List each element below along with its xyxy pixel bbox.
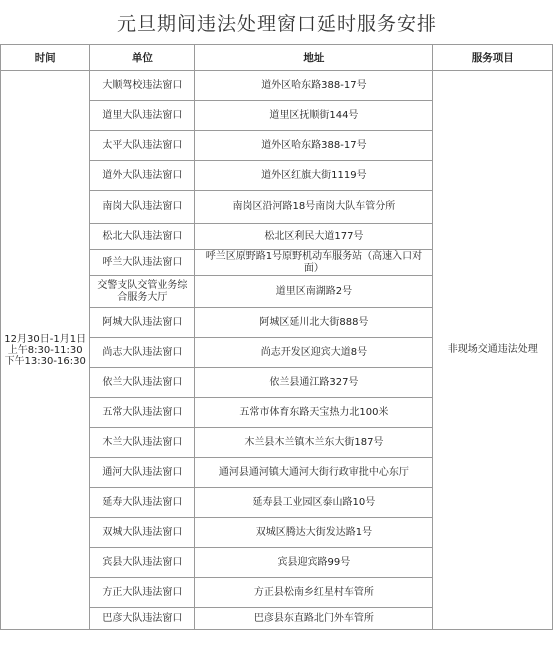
unit-cell: 木兰大队违法窗口 <box>90 428 195 458</box>
unit-cell: 松北大队违法窗口 <box>90 224 195 250</box>
address-cell: 双城区腾达大街发达路1号 <box>195 518 433 548</box>
address-cell: 尚志开发区迎宾大道8号 <box>195 338 433 368</box>
header-address: 地址 <box>195 45 433 71</box>
address-cell: 宾县迎宾路99号 <box>195 548 433 578</box>
address-cell: 道里区抚顺街144号 <box>195 101 433 131</box>
unit-cell: 呼兰大队违法窗口 <box>90 250 195 276</box>
address-cell: 木兰县木兰镇木兰东大街187号 <box>195 428 433 458</box>
unit-cell: 巴彦大队违法窗口 <box>90 608 195 630</box>
unit-cell: 宾县大队违法窗口 <box>90 548 195 578</box>
address-cell: 五常市体育东路天宝热力北100米 <box>195 398 433 428</box>
unit-cell: 大顺驾校违法窗口 <box>90 71 195 101</box>
address-cell: 依兰县通江路327号 <box>195 368 433 398</box>
unit-cell: 方正大队违法窗口 <box>90 578 195 608</box>
unit-cell: 道里大队违法窗口 <box>90 101 195 131</box>
address-cell: 通河县通河镇大通河大街行政审批中心东厅 <box>195 458 433 488</box>
address-cell: 道里区南湖路2号 <box>195 276 433 308</box>
unit-cell: 南岗大队违法窗口 <box>90 191 195 224</box>
unit-cell: 通河大队违法窗口 <box>90 458 195 488</box>
unit-cell: 依兰大队违法窗口 <box>90 368 195 398</box>
unit-cell: 道外大队违法窗口 <box>90 161 195 191</box>
table-row <box>1 71 553 101</box>
header-service: 服务项目 <box>433 45 553 71</box>
unit-cell: 阿城大队违法窗口 <box>90 308 195 338</box>
address-cell: 道外区哈东路388-17号 <box>195 71 433 101</box>
address-cell: 道外区哈东路388-17号 <box>195 131 433 161</box>
unit-cell: 尚志大队违法窗口 <box>90 338 195 368</box>
address-cell: 道外区红旗大街1119号 <box>195 161 433 191</box>
header-unit: 单位 <box>90 45 195 71</box>
address-cell: 阿城区延川北大街888号 <box>195 308 433 338</box>
address-cell: 延寿县工业园区泰山路10号 <box>195 488 433 518</box>
unit-cell: 五常大队违法窗口 <box>90 398 195 428</box>
header-time: 时间 <box>1 45 90 71</box>
unit-cell: 交警支队交管业务综合服务大厅 <box>90 276 195 308</box>
address-cell: 方正县松南乡红星村车管所 <box>195 578 433 608</box>
table-header-row <box>1 45 553 71</box>
address-cell: 松北区利民大道177号 <box>195 224 433 250</box>
page-title: 元旦期间违法处理窗口延时服务安排 <box>116 12 437 35</box>
unit-cell: 太平大队违法窗口 <box>90 131 195 161</box>
schedule-table <box>0 44 553 630</box>
service-time-cell: 12月30日-1月1日 上午8:30-11:30 下午13:30-16:30 <box>1 71 90 630</box>
service-item-cell: 非现场交通违法处理 <box>433 71 553 630</box>
address-cell: 巴彦县东直路北门外车管所 <box>195 608 433 630</box>
address-cell: 呼兰区原野路1号原野机动车服务站（高速入口对面） <box>195 250 433 276</box>
address-cell: 南岗区沿河路18号南岗大队车管分所 <box>195 191 433 224</box>
unit-cell: 双城大队违法窗口 <box>90 518 195 548</box>
unit-cell: 延寿大队违法窗口 <box>90 488 195 518</box>
table-body <box>1 71 553 630</box>
